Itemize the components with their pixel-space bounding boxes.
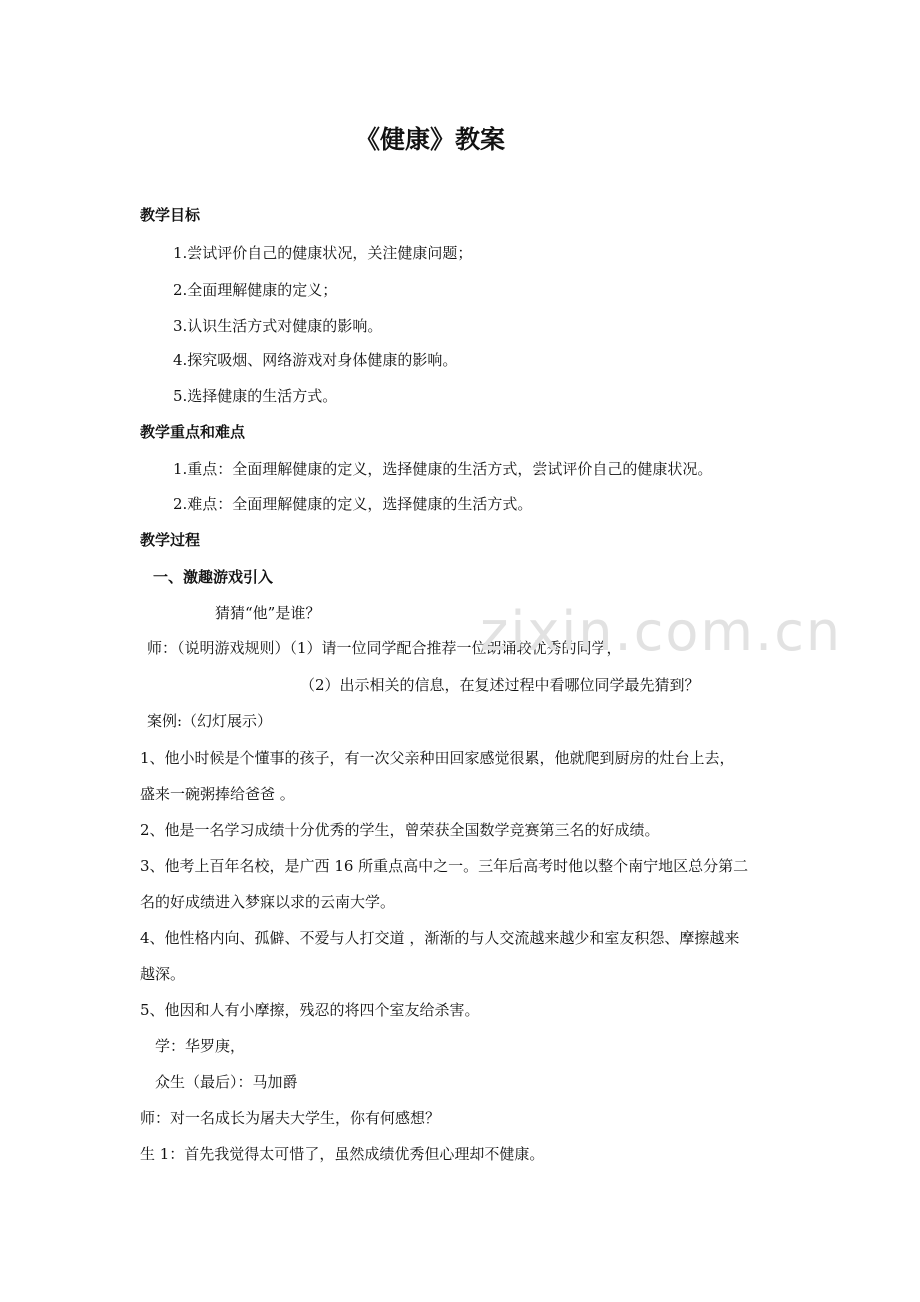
key-item: 2.难点：全面理解健康的定义，选择健康的生活方式。 [173,495,533,513]
key-heading: 教学重点和难点 [140,423,246,441]
case-item: 盛来一碗粥捧给爸爸 。 [140,785,295,803]
document-title: 《健康》教案 [354,125,505,154]
teacher-line-continued: （2）出示相关的信息，在复述过程中看哪位同学最先猜到？ [300,676,700,694]
case-item: 1、他小时候是个懂事的孩子，有一次父亲种田回家感觉很累，他就爬到厨房的灶台上去， [140,749,735,767]
process-heading: 教学过程 [140,531,201,549]
goal-item: 3.认识生活方式对健康的影响。 [173,317,383,335]
key-item: 1.重点：全面理解健康的定义，选择健康的生活方式，尝试评价自己的健康状况。 [173,460,713,478]
case-item: 名的好成绩进入梦寐以求的云南大学。 [140,893,396,911]
case-item: 2、他是一名学习成绩十分优秀的学生，曾荣获全国数学竞赛第三名的好成绩。 [140,821,660,839]
case-label: 案例:（幻灯展示） [147,712,273,730]
all-students-answer: 众生（最后）：马加爵 [155,1073,298,1091]
watermark: zixin.com.cn [480,600,843,663]
student1-answer: 生 1：首先我觉得太可惜了，虽然成绩优秀但心理却不健康。 [140,1145,545,1163]
part1-heading: 一、激趣游戏引入 [153,568,274,586]
goal-item: 2.全面理解健康的定义； [173,281,338,299]
teacher-line: 师：（说明游戏规则）（1）请一位同学配合推荐一位朗诵较优秀的同学， [147,639,622,657]
case-item: 5、他因和人有小摩擦，残忍的将四个室友给杀害。 [140,1001,480,1019]
student-answer: 学：华罗庚， [155,1037,246,1055]
goal-item: 1.尝试评价自己的健康状况，关注健康问题； [173,244,473,262]
case-item: 4、他性格内向、孤僻、不爱与人打交道 ，渐渐的与人交流越来越少和室友积怨、摩擦越来 [140,929,740,947]
guess-line: 猜猜“他”是谁？ [215,604,321,622]
case-item: 3、他考上百年名校，是广西 16 所重点高中之一。三年后高考时他以整个南宁地区总分第二 [140,857,749,875]
goal-item: 5.选择健康的生活方式。 [173,387,338,405]
goals-heading: 教学目标 [140,206,201,224]
case-item: 越深。 [140,965,186,983]
teacher-question: 师：对一名成长为屠夫大学生，你有何感想？ [140,1109,441,1127]
goal-item: 4.探究吸烟、网络游戏对身体健康的影响。 [173,351,458,369]
